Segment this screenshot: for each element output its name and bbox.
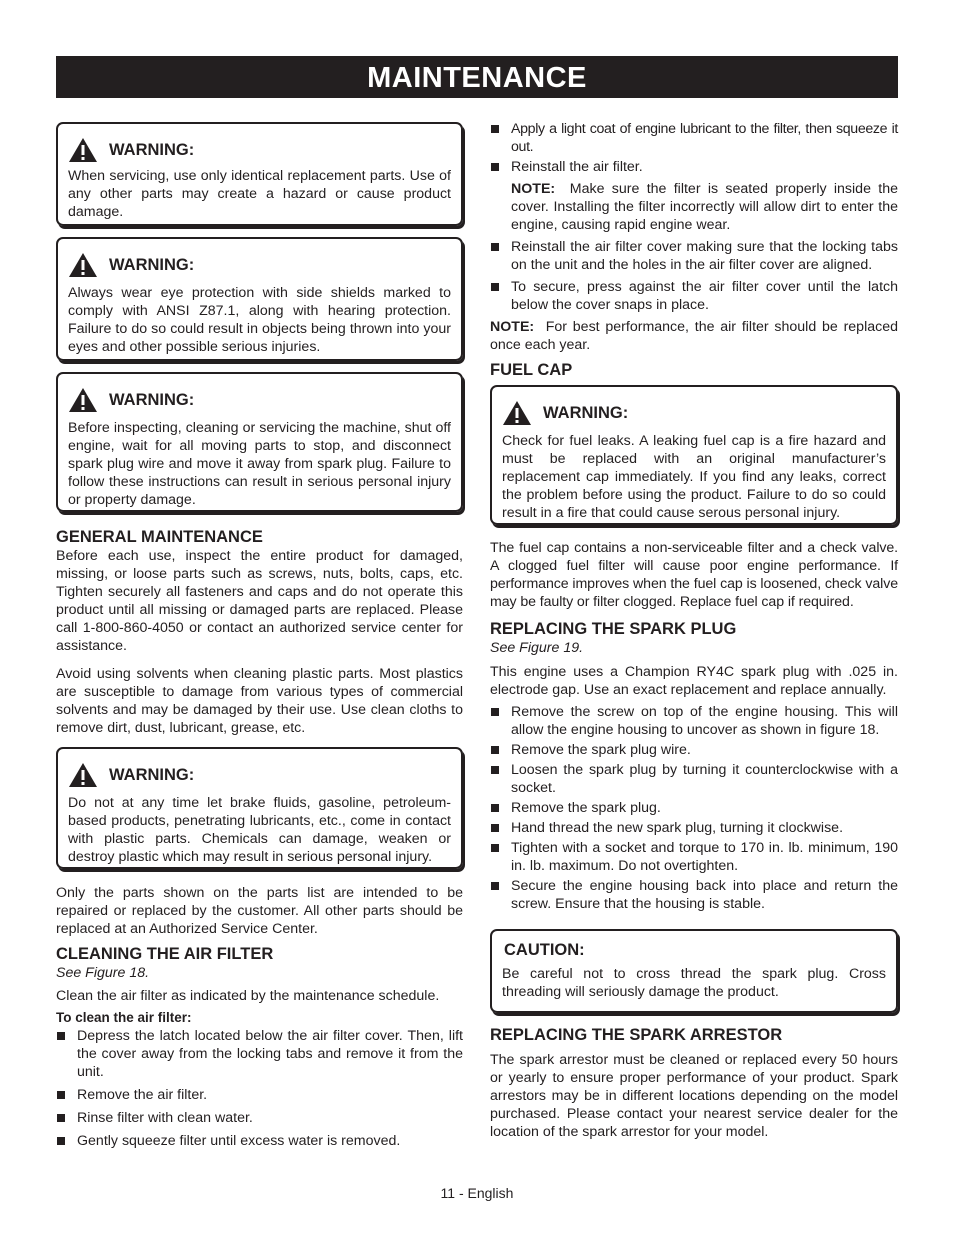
air-filter-steps [56,1027,463,1150]
list-item: Tighten with a socket and torque to 170 in. lb. minimum, 190 in. lb. maximum. Do not overtighten. [490,839,898,875]
general-maintenance-text: Before each use, inspect the entire product for damaged, missing, or loose parts such as screws, nuts, bolts, caps, etc. Tighten securely all fasteners and caps and do not operate this product until all missing or damaged parts are replaced. Please call 1-800-860-4050 or contact an authorized service center for assistance. [56,548,463,654]
caution-label: CAUTION: [504,941,585,959]
replacement-parts-text: Only the parts shown on the parts list are intended to be repaired or replaced by the customer. All other parts should be replaced at an Authorized Service Center. [56,885,463,937]
list-item: Gently squeeze filter until excess water is removed. [56,1132,463,1150]
warning-label: WARNING: [109,141,195,159]
spark-arrestor-heading: REPLACING THE SPARK ARRESTOR [490,1026,783,1044]
list-item: Apply a light coat of engine lubricant to the filter, then squeeze it out. [490,120,898,156]
note-text: Make sure the filter is seated properly inside the cover. Installing the filter incorrectly will allow dirt to enter the engine, causing rapid engine wear. [511,181,898,233]
list-item: Remove the spark plug wire. [490,741,898,759]
note-text: For best performance, the air filter should be replaced once each year. [490,319,898,353]
left-column [56,122,463,1152]
list-item: Rinse filter with clean water. [56,1109,463,1127]
air-filter-heading: CLEANING THE AIR FILTER [56,945,274,963]
right-column [490,120,898,1151]
warning-label: WARNING: [109,391,195,409]
note-label: NOTE: [490,319,535,335]
spark-plug-steps [490,703,898,913]
air-filter-intro: Clean the air filter as indicated by the maintenance schedule. [56,988,440,1004]
spark-plug-heading: REPLACING THE SPARK PLUG [490,620,737,638]
general-maintenance-text-2: Avoid using solvents when cleaning plastic parts. Most plastics are susceptible to damage from various types of commercial solvents and may be damaged by their use. Use clean cloths to remove dirt, dust, lubricant, grease, etc. [56,666,463,736]
list-item: To secure, press against the air filter cover until the latch below the cover snaps in place. [490,278,898,314]
fuel-cap-text: The fuel cap contains a non-serviceable filter and a check valve. A clogged fuel filter will cause poor engine performance. If performance improves when the fuel cap is loosened, check valve may be faulty or filter clogged. Replace fuel cap if required. [490,540,898,610]
spark-arrestor-text: The spark arrestor must be cleaned or replaced every 50 hours or yearly to ensure proper performance of your product. Spark arrestors may be in different locations depending on the model purchased. Please contact your nearest service dealer for the location of the spark arrestor for your model. [490,1052,898,1140]
warning-box-replacement-parts [56,122,463,226]
air-filter-note [490,180,898,234]
list-item: Depress the latch located below the air filter cover. Then, lift the cover away from the locking tabs and remove it from the unit. [56,1027,463,1081]
warning-text: Check for fuel leaks. A leaking fuel cap is a fire hazard and must be replaced with an original manufacturer’s replacement cap immediately. If you find any leaks, correct the problem before using the product. Failure to do so could result in a fire that could cause serous personal injury. [502,433,886,521]
list-item: Remove the screw on top of the engine housing. This will allow the engine housing to uncover as shown in figure 18. [490,703,898,739]
warning-box-chemicals [56,747,463,869]
list-item: Secure the engine housing back into place and return the screw. Ensure that the housing is stable. [490,877,898,913]
note-label: NOTE: [511,181,556,197]
list-item: Reinstall the air filter. [490,158,898,176]
page-footer: 11 - English [440,1185,514,1201]
warning-text: Always wear eye protection with side shields marked to comply with ANSI Z87.1, along with hearing protection. Failure to do so could result in objects being thrown into your eyes and other possible serious injuries. [68,285,451,355]
page-title: MAINTENANCE [56,56,898,98]
list-item: Loosen the spark plug by turning it counterclockwise with a socket. [490,761,898,797]
warning-text: Do not at any time let brake fluids, gasoline, petroleum-based products, penetrating lubricants, etc., come in contact with plastic parts. Chemicals can damage, weaken or destroy plastic which may result in serious personal injury. [68,795,451,865]
list-item: Reinstall the air filter cover making sure that the locking tabs on the unit and the holes in the air filter cover are aligned. [490,238,898,274]
warning-text: When servicing, use only identical replacement parts. Use of any other parts may create a hazard or cause product damage. [68,168,451,220]
caution-text: Be careful not to cross thread the spark plug. Cross threading will seriously damage the product. [502,966,886,1000]
caution-box-cross-thread [490,929,898,1013]
fuel-cap-heading: FUEL CAP [490,361,573,379]
warning-label: WARNING: [109,766,195,784]
general-maintenance-heading: GENERAL MAINTENANCE [56,528,263,546]
list-item: Hand thread the new spark plug, turning it clockwise. [490,819,898,837]
list-item: Remove the air filter. [56,1086,463,1104]
air-filter-steps-continued-2 [490,238,898,314]
spark-plug-figure-ref: See Figure 19. [490,640,584,656]
warning-box-fuel-leaks [490,385,898,525]
warning-triangle-icon [502,400,532,426]
air-filter-steps-continued [490,120,898,176]
warning-triangle-icon [68,387,98,413]
warning-text: Before inspecting, cleaning or servicing the machine, shut off engine, wait for all moving parts to stop, and disconnect spark plug wire and move it away from spark plug. Failure to follow these instructions can result in serious personal injury or property damage. [68,420,451,508]
warning-triangle-icon [68,762,98,788]
air-filter-note-2 [490,318,898,354]
warning-box-servicing [56,372,463,512]
air-filter-subheading: To clean the air filter: [56,1010,192,1025]
list-item: Remove the spark plug. [490,799,898,817]
warning-label: WARNING: [109,256,195,274]
warning-box-eye-protection [56,237,463,361]
warning-triangle-icon [68,137,98,163]
warning-label: WARNING: [543,404,629,422]
warning-triangle-icon [68,252,98,278]
air-filter-figure-ref: See Figure 18. [56,965,150,981]
spark-plug-intro: This engine uses a Champion RY4C spark plug with .025 in. electrode gap. Use an exact replacement and replace annually. [490,664,898,698]
